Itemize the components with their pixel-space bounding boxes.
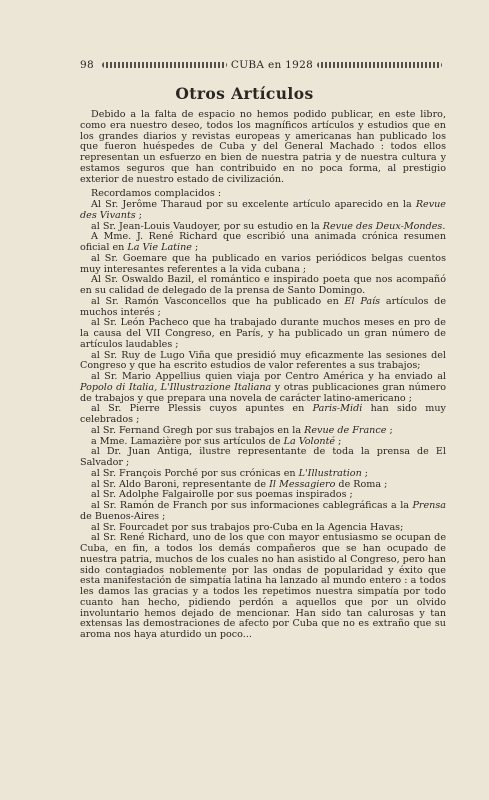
entry-text: al Sr. Ramón de Franch por sus informaciones cablegráficas a la	[91, 500, 413, 511]
acknowledgement-entry	[80, 351, 446, 373]
entry-text: ;	[386, 424, 393, 436]
publication-title: Paris-Midi	[312, 403, 363, 415]
section-title: Otros Artículos	[175, 84, 314, 103]
recordamos-line: Recordamos complacidos :	[91, 188, 222, 200]
publication-title: Popolo di Italia, L'Illustrazione Italiana	[80, 381, 272, 393]
entry-text: han sido muy celebrados ;	[80, 403, 446, 425]
entry-text: .	[442, 220, 446, 232]
publication-title: La Vie Latine	[127, 242, 192, 253]
entry-text: Al Sr. Oswaldo Bazil, el romántico e inspirado poeta que nos acompañó en su calidad de delegado de la prensa de Santo Domingo.	[80, 274, 446, 296]
entry-text: A Mme. J. René Richard que escribió una animada crónica resumen oficial en	[80, 231, 446, 253]
entry-text: al Sr. Aldo Baroni, representante de	[91, 478, 270, 490]
publication-title: Revue des Deux-Mondes	[322, 220, 443, 232]
acknowledgement-entry	[80, 372, 446, 404]
entry-text: y otras publicaciones gran número de trabajos y que prepara una novela de carácter latino-americano ;	[80, 381, 446, 404]
entry-text: al Sr. Adolphe Falgairolle por sus poemas inspirados ;	[91, 489, 353, 501]
entry-text: al Sr. Mario Appellius quien viaja por Centro América y ha enviado al	[91, 371, 446, 382]
acknowledgement-entry	[80, 447, 446, 469]
entry-text: al Sr. Fourcadet por sus trabajos pro-Cuba en la Agencia Havas;	[91, 521, 404, 533]
acknowledgement-entry	[80, 200, 446, 222]
entry-text: al Sr. León Pacheco que ha trabajado durante muchos meses en pro de la causa del VII Congreso, en París, y ha publicado un gran número de artículos laudables ;	[80, 317, 446, 350]
decorative-rule-left	[102, 62, 227, 68]
entry-text: de Buenos-Aires ;	[80, 510, 166, 522]
decorative-rule-right	[317, 62, 442, 68]
entry-text: a Mme. Lamazière por sus artículos de	[91, 435, 284, 447]
entry-text: Al Sr. Jerôme Tharaud por su excelente artículo aparecido en la	[91, 199, 416, 210]
entry-text: al Sr. Ruy de Lugo Viña que presidió muy eficazmente las sesiones del Congreso y que ha escrito estudios de valor referentes a sus trabajos;	[80, 349, 446, 372]
page-number: 98	[80, 59, 94, 71]
publication-title: Revue de France	[304, 424, 387, 436]
acknowledgement-entry	[80, 232, 446, 254]
publication-title: Prensa	[412, 500, 446, 511]
entry-text: al Dr. Juan Antiga, ilustre representante de toda la prensa de El Salvador ;	[80, 446, 446, 468]
publication-title: El País	[344, 295, 381, 307]
acknowledgement-entry	[80, 501, 446, 523]
acknowledgement-entry	[80, 533, 446, 641]
entry-text: ;	[191, 242, 199, 253]
entry-text: ;	[135, 209, 143, 221]
acknowledgement-entry	[80, 254, 446, 276]
running-title: CUBA en 1928	[230, 59, 314, 71]
entry-text: al Sr. René Richard, uno de los que con mayor entusiasmo se ocupan de Cuba, en fin, a todos los demás compañeros que se han ocupado de nuestra patria, muchos de los cuales no han asistido al Congreso, pero han sido contagiados noblemente por las ondas de popularidad y éxito que esta manifestación de simpatía latina ha lanzado al mundo entero : a todos les damos las gracias y a todos les repetimos nuestra simpatía por todo cuanto han hecho, pidiendo perdón a aquellos que por un olvido involuntario hemos dejado de mencionar. Han sido tan calurosas y tan extensas las demostraciones de afecto por Cuba que no es extraño que su aroma nos haya aturdido un poco...	[80, 532, 446, 640]
running-header	[80, 58, 446, 72]
entry-text: al Sr. Ramón Vasconcellos que ha publicado en	[91, 295, 345, 307]
acknowledgement-list	[80, 200, 446, 641]
acknowledgement-entry	[80, 297, 446, 319]
entry-text: al Sr. Fernand Gregh por sus trabajos en la	[91, 424, 305, 436]
entry-text: de Roma ;	[335, 478, 388, 490]
publication-title: Il Messagiero	[269, 478, 336, 490]
publication-title: La Volonté	[283, 435, 336, 447]
acknowledgement-entry	[80, 318, 446, 350]
intro-paragraph: Debido a la falta de espacio no hemos podido publicar, en este libro, como era nuestro deseo, todos los magníficos artículos y estudios que en los grandes diarios y revistas europeas y americanas han publicado los que fueron huéspedes de Cuba y del General Machado : todos ellos representan un esfuerzo en bien de nuestra patria y de nuestra cultura y estamos seguros que han contribuido en no poca forma, al prestigio exterior de nuestro estado de civilización.	[80, 109, 446, 185]
entry-text: al Sr. Goemare que ha publicado en varios periódicos belgas cuentos muy interesantes referentes a la vida cubana ;	[80, 252, 446, 275]
article-body	[80, 110, 446, 641]
entry-text: al Sr. François Porché por sus crónicas en	[91, 467, 299, 479]
publication-title: Revue des Vivants	[80, 199, 446, 221]
publication-title: L'Illustration	[298, 467, 362, 479]
acknowledgement-entry	[80, 404, 446, 426]
entry-text: ;	[361, 467, 369, 479]
entry-text: al Sr. Jean-Louis Vaudoyer, por su estudio en la	[91, 220, 323, 232]
entry-text: artículos de muchos interés ;	[80, 295, 447, 318]
entry-text: al Sr. Pierre Plessis cuyos apuntes en	[91, 403, 313, 415]
entry-text: ;	[335, 435, 342, 447]
acknowledgement-entry	[80, 275, 446, 297]
